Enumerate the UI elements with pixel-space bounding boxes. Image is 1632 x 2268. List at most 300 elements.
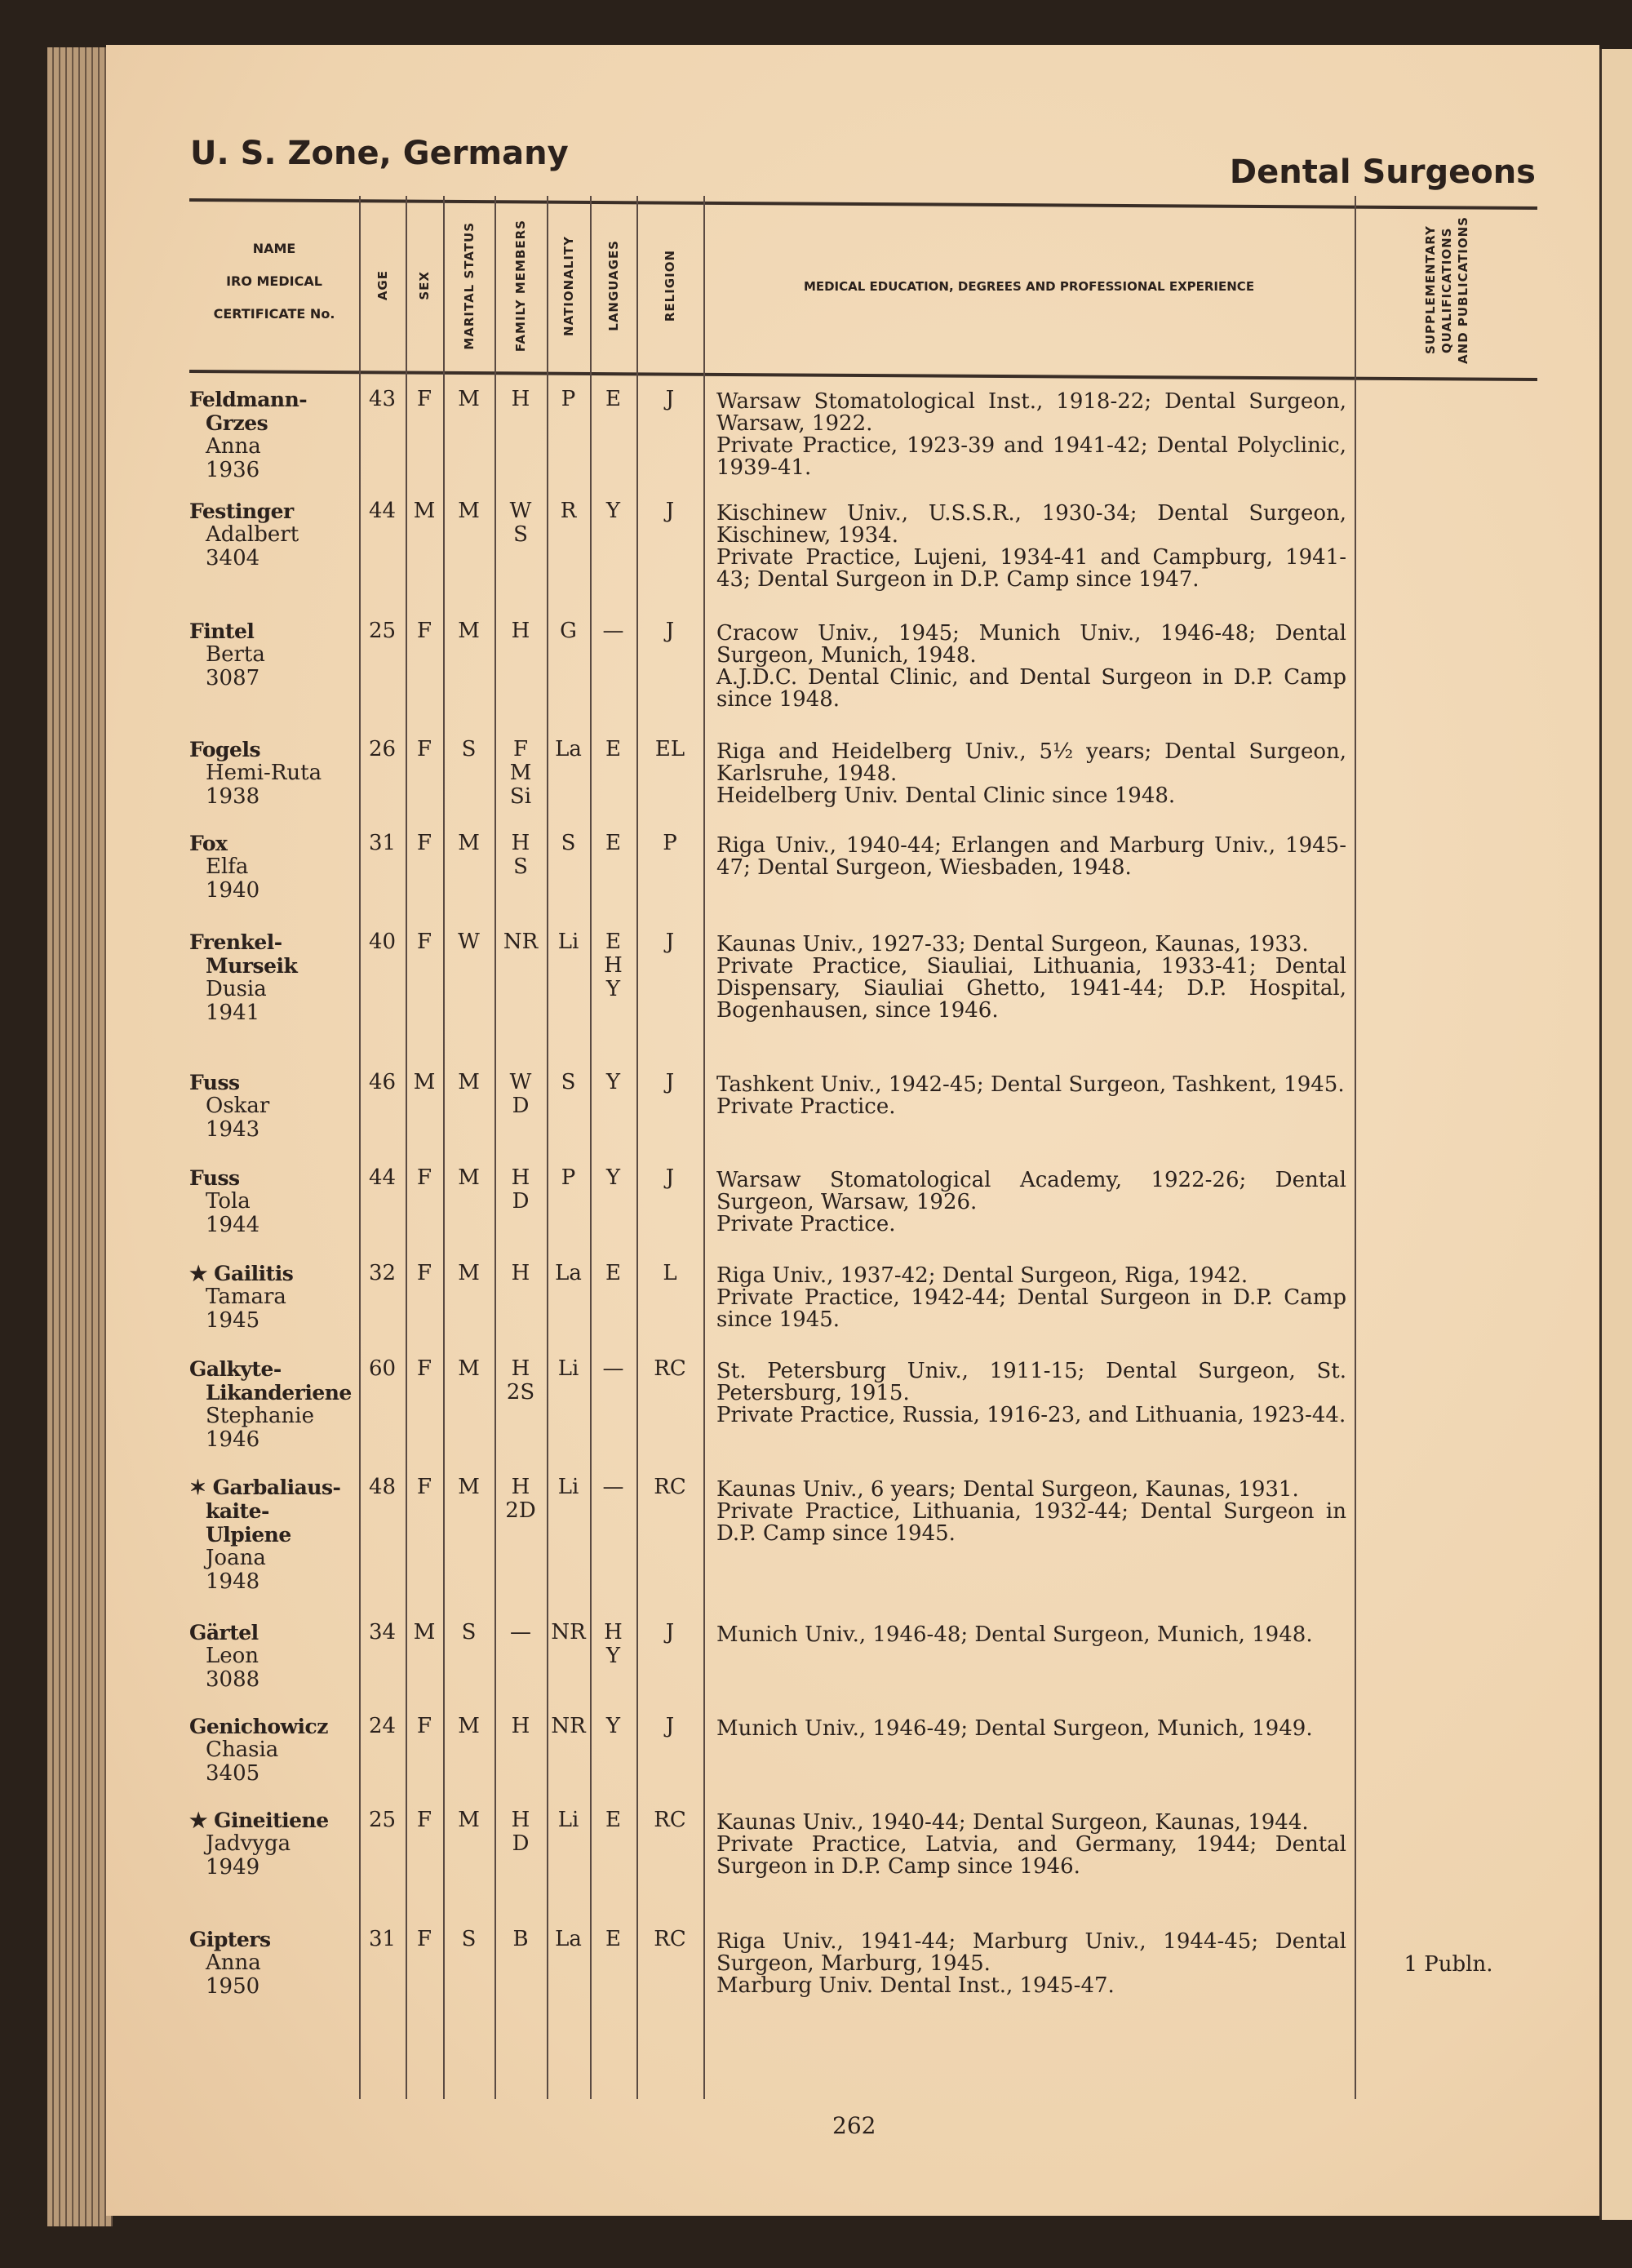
education-paragraph: Private Practice, 1923-39 and 1941-42; Dental Polyclinic, 1939-41.: [716, 433, 1346, 480]
education-paragraph: Munich Univ., 1946-49; Dental Surgeon, Munich, 1949.: [716, 1716, 1313, 1741]
certificate-number: 1936: [206, 458, 260, 482]
education-paragraph: Private Practice, Lujeni, 1934-41 and Campburg, 1941-43; Dental Surgeon in D.P. Camp since 1947.: [716, 545, 1346, 592]
family-value: H: [511, 387, 530, 411]
languages-value: H: [604, 953, 623, 978]
header-label: LANGUAGES: [605, 240, 621, 331]
nationality-cell: NR: [551, 1620, 586, 1644]
name-cell: [189, 1621, 361, 1692]
nationality-cell: La: [555, 737, 582, 761]
certificate-number: 1948: [206, 1569, 260, 1594]
education-paragraph: Marburg Univ. Dental Inst., 1945-47.: [716, 1973, 1115, 1998]
education-cell: [716, 1931, 1346, 1997]
surname-line: [189, 499, 361, 523]
age-cell: 43: [368, 387, 397, 411]
languages-cell: [590, 1071, 636, 1094]
surname-text: kaite-: [206, 1499, 269, 1523]
religion-cell: RC: [654, 1356, 686, 1381]
education-paragraph: Warsaw Stomatological Academy, 1922-26; Dental Surgeon, Warsaw, 1926.: [716, 1168, 1346, 1214]
marital-cell: S: [461, 1927, 477, 1951]
marital-cell: M: [458, 619, 480, 643]
languages-cell: [590, 1928, 636, 1951]
family-cell: [494, 1928, 547, 1951]
religion-cell: J: [665, 1070, 675, 1094]
sex-cell: F: [416, 1808, 432, 1832]
age-column-header: [359, 204, 406, 367]
surname-line: [189, 954, 361, 978]
education-paragraph: Munich Univ., 1946-48; Dental Surgeon, Munich, 1948.: [716, 1622, 1313, 1647]
education-cell: [716, 391, 1346, 479]
religion-cell: P: [663, 831, 677, 855]
zone-title: U. S. Zone, Germany: [190, 135, 569, 172]
religion-cell: RC: [654, 1808, 686, 1832]
surname-text: Grzes: [206, 411, 268, 435]
nationality-cell: P: [561, 387, 576, 411]
sex-cell: M: [413, 1070, 436, 1094]
languages-column-header: [590, 204, 636, 367]
sex-column-header: [406, 204, 443, 367]
next-page-edge: [1599, 49, 1632, 2220]
nationality-cell: R: [560, 499, 577, 523]
education-paragraph: Private Practice, Siauliai, Lithuania, 1933-41; Dental Dispensary, Siauliai Ghetto, 1941-44; D.P. Hospital, Bogenhausen, since 1946.: [716, 954, 1346, 1023]
languages-cell: [590, 1166, 636, 1190]
education-paragraph: Private Practice, Russia, 1916-23, and Lithuania, 1923-44.: [716, 1403, 1346, 1427]
surname-text: Gipters: [189, 1928, 271, 1951]
given-name: Tamara: [206, 1285, 286, 1309]
languages-cell: [590, 930, 636, 1001]
religion-cell: J: [665, 619, 675, 643]
languages-cell: [590, 499, 636, 523]
marital-column-header: [443, 204, 494, 367]
certificate-number: 3088: [206, 1667, 260, 1692]
name-cell: [189, 1928, 361, 1999]
page-number: 262: [832, 2112, 876, 2139]
name-cell: [189, 1809, 361, 1880]
marker-star-icon: ★: [189, 1809, 207, 1832]
education-cell: [716, 934, 1346, 1022]
marital-cell: S: [461, 737, 477, 761]
age-cell: 60: [368, 1356, 397, 1381]
surname-text: Genichowicz: [189, 1715, 328, 1738]
given-name: Elfa: [206, 854, 249, 879]
languages-value: Y: [605, 1644, 621, 1668]
surname-text: Fuss: [189, 1071, 240, 1094]
given-name: Tola: [206, 1189, 251, 1214]
education-paragraph: Riga Univ., 1937-42; Dental Surgeon, Riga, 1942.: [716, 1263, 1248, 1288]
languages-value: —: [602, 619, 624, 643]
surname-text: Gineitiene: [214, 1809, 329, 1832]
languages-value: E: [605, 1927, 621, 1951]
surname-line: [189, 1928, 361, 1951]
marital-cell: W: [458, 930, 480, 954]
sex-cell: F: [416, 1475, 432, 1499]
languages-value: Y: [605, 499, 621, 523]
family-value: W: [509, 499, 532, 523]
sex-cell: M: [413, 1620, 436, 1644]
family-value: S: [513, 522, 528, 547]
nationality-column-header: [547, 204, 590, 367]
nationality-cell: S: [561, 831, 576, 855]
nationality-cell: La: [555, 1261, 582, 1285]
given-name: Stephanie: [206, 1404, 314, 1428]
education-cell: [716, 623, 1346, 711]
given-name: Dusia: [206, 977, 267, 1001]
family-value: H: [511, 1261, 530, 1285]
education-cell: [716, 1170, 1346, 1236]
family-value: H: [511, 1165, 530, 1190]
family-value: D: [512, 1831, 530, 1856]
given-name: Chasia: [206, 1738, 279, 1762]
family-column-header: [494, 204, 547, 367]
name-cell: [189, 1071, 361, 1142]
family-cell: [494, 1166, 547, 1214]
family-cell: [494, 1621, 547, 1644]
surname-line: [189, 1071, 361, 1094]
religion-column-header: [636, 204, 703, 367]
header-label: RELIGION: [663, 249, 677, 322]
certificate-number: 3405: [206, 1761, 260, 1786]
given-name: Anna: [206, 434, 261, 459]
education-paragraph: Kaunas Univ., 6 years; Dental Surgeon, Kaunas, 1931.: [716, 1477, 1299, 1502]
header-label: [1422, 216, 1471, 364]
nationality-cell: La: [555, 1927, 582, 1951]
education-cell: [716, 1718, 1346, 1740]
sex-cell: F: [416, 619, 432, 643]
surname-text: Fuss: [189, 1166, 240, 1190]
surname-text: Gailitis: [214, 1262, 294, 1285]
marital-cell: M: [458, 1714, 480, 1738]
education-cell: [716, 1265, 1346, 1331]
nationality-cell: S: [561, 1070, 576, 1094]
header-line: NAME: [252, 241, 296, 256]
family-cell: [494, 1715, 547, 1738]
family-value: H: [511, 1714, 530, 1738]
family-cell: [494, 1071, 547, 1118]
education-paragraph: Tashkent Univ., 1942-45; Dental Surgeon, Tashkent, 1945.: [716, 1072, 1345, 1097]
sex-cell: F: [416, 1261, 432, 1285]
certificate-number: 1950: [206, 1974, 260, 1999]
family-value: S: [513, 854, 528, 879]
education-cell: [716, 1624, 1346, 1646]
languages-value: Y: [605, 977, 621, 1001]
education-paragraph: Private Practice.: [716, 1212, 896, 1236]
surname-text: Ulpiene: [206, 1523, 291, 1547]
marital-cell: M: [458, 1475, 480, 1499]
column-divider: [703, 196, 705, 2099]
education-paragraph: Private Practice.: [716, 1094, 896, 1119]
family-value: W: [509, 1070, 532, 1094]
age-cell: 31: [368, 831, 397, 855]
given-name: Joana: [206, 1546, 266, 1570]
name-cell: [189, 1166, 361, 1237]
religion-cell: J: [665, 1714, 675, 1738]
languages-value: E: [605, 831, 621, 855]
family-value: 2D: [505, 1498, 536, 1523]
age-cell: 44: [368, 499, 397, 523]
surname-line: [189, 619, 361, 643]
education-paragraph: Private Practice, Latvia, and Germany, 1944; Dental Surgeon in D.P. Camp since 1946.: [716, 1832, 1346, 1879]
family-value: Si: [509, 784, 532, 809]
surname-text: Frenkel-: [189, 930, 282, 954]
surname-line: [189, 832, 361, 855]
age-cell: 24: [368, 1714, 397, 1738]
marital-cell: M: [458, 1165, 480, 1190]
name-cell: [189, 619, 361, 690]
family-value: H: [511, 1356, 530, 1381]
age-cell: 25: [368, 619, 397, 643]
header-label: AGE: [375, 270, 390, 301]
education-paragraph: Private Practice, Lithuania, 1932-44; Dental Surgeon in D.P. Camp since 1945.: [716, 1499, 1346, 1546]
header-line: AND PUBLICATIONS: [1455, 215, 1470, 364]
surname-text: Feldmann-: [189, 388, 308, 411]
marital-cell: M: [458, 831, 480, 855]
education-paragraph: Riga Univ., 1940-44; Erlangen and Marburg Univ., 1945-47; Dental Surgeon, Wiesbaden, 1948.: [716, 833, 1346, 880]
education-cell: [716, 741, 1346, 807]
education-paragraph: Cracow Univ., 1945; Munich Univ., 1946-48; Dental Surgeon, Munich, 1948.: [716, 621, 1346, 668]
age-cell: 26: [368, 737, 397, 761]
surname-text: Fogels: [189, 738, 261, 761]
family-value: M: [509, 761, 532, 785]
languages-value: Y: [605, 1070, 621, 1094]
languages-cell: [590, 388, 636, 411]
languages-cell: [590, 738, 636, 761]
name-cell: [189, 832, 361, 903]
marker-star-icon: ★: [189, 1262, 207, 1285]
education-cell: [716, 1479, 1346, 1545]
surname-text: Fox: [189, 832, 228, 855]
family-value: NR: [503, 930, 539, 954]
family-cell: [494, 1476, 547, 1523]
sex-cell: F: [416, 831, 432, 855]
age-cell: 40: [368, 930, 397, 954]
surname-text: Festinger: [189, 499, 294, 523]
languages-cell: [590, 1357, 636, 1381]
family-value: H: [511, 1475, 530, 1499]
family-cell: [494, 738, 547, 809]
nationality-cell: Li: [557, 1475, 579, 1499]
family-cell: [494, 930, 547, 954]
marital-cell: M: [458, 1808, 480, 1832]
age-cell: 48: [368, 1475, 397, 1499]
marital-cell: M: [458, 1356, 480, 1381]
sex-cell: F: [416, 1356, 432, 1381]
languages-value: E: [605, 737, 621, 761]
family-value: D: [512, 1094, 530, 1118]
header-label: MARITAL STATUS: [461, 221, 477, 350]
family-cell: [494, 1809, 547, 1856]
given-name: Leon: [206, 1644, 259, 1668]
age-cell: 31: [368, 1927, 397, 1951]
certificate-number: 1941: [206, 1001, 260, 1025]
sex-cell: F: [416, 930, 432, 954]
family-cell: [494, 388, 547, 411]
languages-value: Y: [605, 1714, 621, 1738]
name-cell: [189, 1476, 361, 1594]
book-page-edges: [47, 47, 113, 2226]
given-name: Jadvyga: [206, 1831, 291, 1856]
certificate-number: 3087: [206, 666, 260, 690]
surname-line: [189, 1523, 361, 1547]
religion-cell: RC: [654, 1927, 686, 1951]
religion-cell: J: [665, 1165, 675, 1190]
header-line: CERTIFICATE No.: [213, 306, 335, 322]
surname-text: Likanderiene: [206, 1381, 352, 1405]
marital-cell: S: [461, 1620, 477, 1644]
sex-cell: F: [416, 1927, 432, 1951]
nationality-cell: Li: [557, 1808, 579, 1832]
surname-line: [189, 1715, 361, 1738]
languages-cell: [590, 1262, 636, 1285]
education-paragraph: Kischinew Univ., U.S.S.R., 1930-34; Dental Surgeon, Kischinew, 1934.: [716, 501, 1346, 548]
surname-line: [189, 1809, 361, 1832]
languages-value: —: [602, 1356, 624, 1381]
surname-line: [189, 411, 361, 435]
sex-cell: F: [416, 387, 432, 411]
languages-value: E: [605, 1261, 621, 1285]
given-name: Berta: [206, 642, 265, 667]
given-name: Anna: [206, 1951, 261, 1975]
languages-cell: [590, 619, 636, 643]
surname-line: [189, 1499, 361, 1523]
family-value: H: [511, 831, 530, 855]
education-paragraph: Riga Univ., 1941-44; Marburg Univ., 1944-45; Dental Surgeon, Marburg, 1945.: [716, 1929, 1346, 1976]
religion-cell: RC: [654, 1475, 686, 1499]
surname-text: Fintel: [189, 619, 255, 643]
nationality-cell: Li: [557, 930, 579, 954]
surname-text: Garbaliaus-: [212, 1476, 341, 1499]
certificate-number: 3404: [206, 546, 260, 570]
surname-line: [189, 388, 361, 411]
certificate-number: 1943: [206, 1117, 260, 1142]
family-cell: [494, 1262, 547, 1285]
family-cell: [494, 619, 547, 643]
sex-cell: F: [416, 1714, 432, 1738]
age-cell: 46: [368, 1070, 397, 1094]
surname-line: [189, 1381, 361, 1405]
education-cell: [716, 503, 1346, 591]
sex-cell: F: [416, 737, 432, 761]
header-label: FAMILY MEMBERS: [513, 219, 528, 353]
surname-line: [189, 1476, 361, 1499]
name-cell: [189, 738, 361, 809]
education-paragraph: Kaunas Univ., 1927-33; Dental Surgeon, Kaunas, 1933.: [716, 932, 1309, 956]
education-column-header: MEDICAL EDUCATION, DEGREES AND PROFESSIONAL EXPERIENCE: [803, 279, 1255, 294]
family-value: H: [511, 619, 530, 643]
education-paragraph: Heidelberg Univ. Dental Clinic since 1948.: [716, 783, 1176, 808]
surname-line: [189, 1262, 361, 1285]
nationality-cell: NR: [551, 1714, 586, 1738]
header-line: QUALIFICATIONS: [1439, 226, 1454, 353]
name-cell: [189, 1262, 361, 1333]
age-cell: 32: [368, 1261, 397, 1285]
education-paragraph: St. Petersburg Univ., 1911-15; Dental Surgeon, St. Petersburg, 1915.: [716, 1359, 1346, 1405]
marital-cell: M: [458, 387, 480, 411]
surname-line: [189, 1357, 361, 1381]
religion-cell: EL: [654, 737, 685, 761]
certificate-number: 1938: [206, 784, 260, 809]
marker-star-icon: ✶: [189, 1476, 206, 1499]
education-cell: [716, 1360, 1346, 1427]
languages-cell: [590, 1621, 636, 1668]
marital-cell: M: [458, 499, 480, 523]
given-name: Adalbert: [206, 522, 299, 547]
family-value: 2S: [506, 1380, 535, 1405]
surname-text: Murseik: [206, 954, 298, 978]
given-name: Oskar: [206, 1094, 270, 1118]
nationality-cell: Li: [557, 1356, 579, 1381]
education-cell: [716, 1812, 1346, 1878]
certificate-number: 1945: [206, 1308, 260, 1333]
header-label: SEX: [417, 271, 432, 300]
certificate-number: 1946: [206, 1427, 260, 1452]
marital-cell: M: [458, 1070, 480, 1094]
surname-text: Gärtel: [189, 1621, 259, 1644]
religion-cell: J: [665, 499, 675, 523]
religion-cell: J: [665, 387, 675, 411]
header-line: IRO MEDICAL: [226, 273, 322, 289]
languages-value: Y: [605, 1165, 621, 1190]
name-cell: [189, 930, 361, 1025]
languages-cell: [590, 1476, 636, 1499]
surname-text: Galkyte-: [189, 1357, 282, 1381]
education-paragraph: A.J.D.C. Dental Clinic, and Dental Surgeon in D.P. Camp since 1948.: [716, 665, 1346, 712]
languages-value: E: [605, 1808, 621, 1832]
given-name: Hemi-Ruta: [206, 761, 322, 785]
sex-cell: M: [413, 499, 436, 523]
languages-value: E: [605, 930, 621, 954]
nationality-cell: P: [561, 1165, 576, 1190]
header-label: NATIONALITY: [561, 235, 576, 336]
surname-line: [189, 1621, 361, 1644]
family-value: —: [510, 1620, 531, 1644]
languages-cell: [590, 1715, 636, 1738]
family-value: B: [512, 1927, 529, 1951]
age-cell: 34: [368, 1620, 397, 1644]
surname-line: [189, 930, 361, 954]
education-paragraph: Riga and Heidelberg Univ., 5½ years; Dental Surgeon, Karlsruhe, 1948.: [716, 739, 1346, 786]
languages-value: —: [602, 1475, 624, 1499]
column-divider: [1355, 196, 1356, 2099]
surname-line: [189, 1166, 361, 1190]
name-cell: [189, 1357, 361, 1452]
family-cell: [494, 832, 547, 879]
certificate-number: 1949: [206, 1855, 260, 1880]
education-cell: [716, 1074, 1346, 1118]
religion-cell: J: [665, 930, 675, 954]
age-cell: 44: [368, 1165, 397, 1190]
header-line: SUPPLEMENTARY: [1422, 225, 1438, 354]
name-cell: [189, 499, 361, 570]
education-paragraph: Private Practice, 1942-44; Dental Surgeon in D.P. Camp since 1945.: [716, 1285, 1346, 1332]
name-cell: [189, 1715, 361, 1786]
marital-cell: M: [458, 1261, 480, 1285]
languages-cell: [590, 832, 636, 855]
family-cell: [494, 499, 547, 547]
age-cell: 25: [368, 1808, 397, 1832]
supplementary-column-header: [1359, 208, 1534, 371]
family-value: D: [512, 1189, 530, 1214]
nationality-cell: G: [560, 619, 577, 643]
name-cell: [189, 388, 361, 482]
religion-cell: J: [665, 1620, 675, 1644]
certificate-number: 1944: [206, 1213, 260, 1237]
name-column-header: [189, 233, 359, 331]
languages-value: E: [605, 387, 621, 411]
education-paragraph: Kaunas Univ., 1940-44; Dental Surgeon, Kaunas, 1944.: [716, 1810, 1309, 1835]
certificate-number: 1940: [206, 878, 260, 903]
family-value: F: [512, 737, 529, 761]
section-title: Dental Surgeons: [1229, 153, 1536, 191]
family-cell: [494, 1357, 547, 1405]
